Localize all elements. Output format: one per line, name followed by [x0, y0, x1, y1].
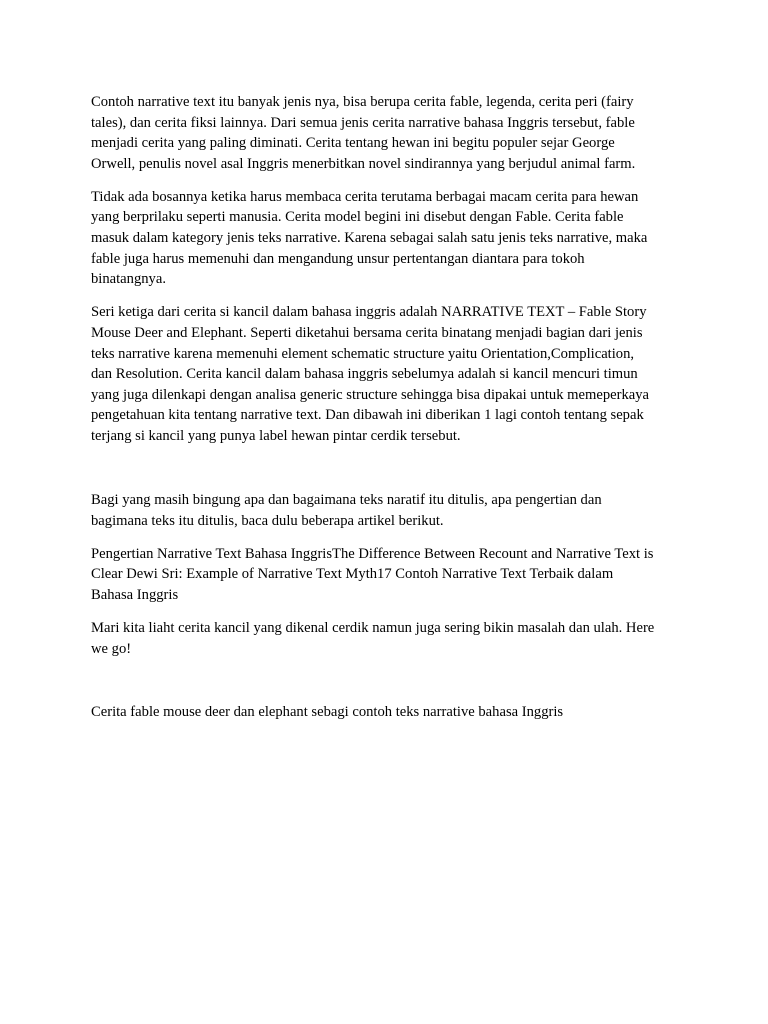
paragraph-story-heading: Cerita fable mouse deer dan elephant sebagi contoh teks narrative bahasa Inggris: [91, 703, 564, 720]
blank-line: [91, 459, 679, 490]
paragraph-kancil-series: Seri ketiga dari cerita si kancil dalam bahasa inggris adalah NARRATIVE TEXT – Fable Story Mouse Deer and Elephant. Seperti diketahui bersama cerita binatang menjadi bagian dari jenis teks narrative karena memenuhi element schematic structure yaitu Orientation,Complication, dan Resolution. Cerita kancil dalam bahasa inggris sebelumya adalah si kancil mencuri timun yang juga dilenkapi dengan analisa generic structure sehingga bisa dipakai untuk memeperkaya pengetahuan kita tentang narrative text. Dan dibawah ini diberikan 1 lagi contoh tentang sepak terjang si kancil yang punya label hewan pintar cerdik tersebut.: [91, 304, 650, 444]
paragraph-article-intro: Bagi yang masih bingung apa dan bagaimana teks naratif itu ditulis, apa pengertian dan bagimana teks itu ditulis, baca dulu beberapa artikel berikut.: [91, 492, 602, 529]
paragraph-article-links: Pengertian Narrative Text Bahasa InggrisThe Difference Between Recount and Narrative Text is Clear Dewi Sri: Example of Narrative Text Myth17 Contoh Narrative Text Terbaik dalam Bahasa Inggris: [91, 545, 654, 603]
paragraph-fable-intro: Tidak ada bosannya ketika harus membaca cerita terutama berbagai macam cerita para hewan yang berprilaku seperti manusia. Cerita model begini ini disebut dengan Fable. Cerita fable masuk dalam kategory jenis teks narrative. Karena sebagai salah satu jenis teks narrative, maka fable juga harus memenuhi dan mengandung unsur pertentangan diantara para tokoh binatangnya.: [91, 188, 648, 288]
paragraph-here-we-go: Mari kita liaht cerita kancil yang dikenal cerdik namun juga sering bikin masalah dan ulah. Here we go!: [91, 619, 655, 657]
document-body: [91, 92, 679, 735]
paragraph-narrative-types: Contoh narrative text itu banyak jenis nya, bisa berupa cerita fable, legenda, cerita peri (fairy tales), dan cerita fiksi lainnya. Dari semua jenis cerita narrative bahasa Inggris tersebut, fable menjadi cerita yang paling diminati. Cerita tentang hewan ini begitu populer sejar George Orwell, penulis novel asal Inggris menerbitkan novel sindirannya yang berjudul animal farm.: [91, 94, 636, 172]
blank-line: [91, 672, 679, 702]
